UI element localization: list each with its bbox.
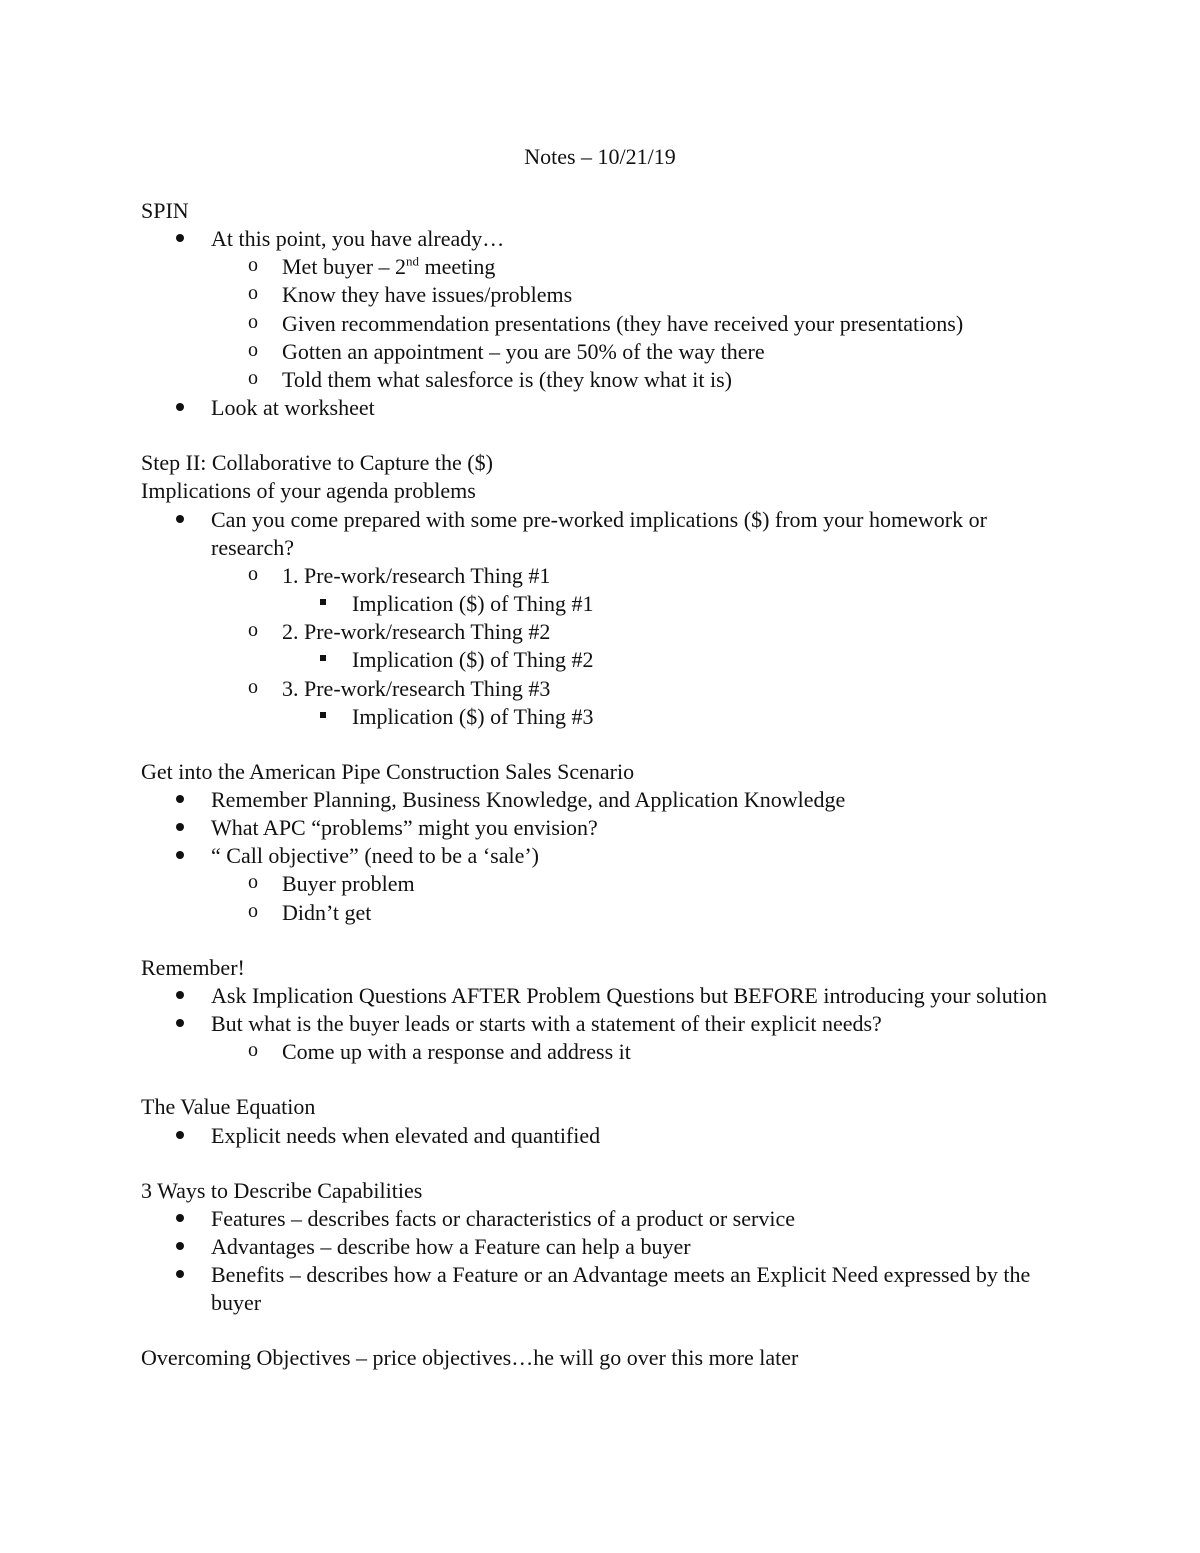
list-item: Remember Planning, Business Knowledge, and Application Knowledge: [141, 786, 1071, 814]
section-heading: Get into the American Pipe Construction Sales Scenario: [141, 758, 635, 784]
bullet-list: [141, 225, 1071, 422]
list-item: o Given recommendation presentations (they have received your presentations): [141, 310, 1071, 338]
list-item: “ Call objective” (need to be a ‘sale’): [141, 842, 1071, 870]
list-item: o Buyer problem: [141, 870, 1071, 898]
list-item: o Didn’t get: [141, 899, 1071, 927]
list-item: Implication ($) of Thing #3: [141, 703, 1071, 731]
list-item: o 1. Pre-work/research Thing #1: [141, 562, 1071, 590]
list-item: Ask Implication Questions AFTER Problem Questions but BEFORE introducing your solution: [141, 982, 1071, 1010]
section-heading: 3 Ways to Describe Capabilities: [141, 1177, 423, 1203]
bullet-list: [141, 506, 1071, 731]
list-item: o Told them what salesforce is (they know what it is): [141, 366, 1071, 394]
section-remember: [141, 954, 1071, 1067]
section-overcoming: [141, 1344, 1071, 1372]
list-item: o Know they have issues/problems: [141, 281, 1071, 309]
superscript: nd: [406, 253, 420, 269]
section-text: Overcoming Objectives – price objectives…he will go over this more later: [141, 1345, 799, 1371]
list-item: Implication ($) of Thing #1: [141, 590, 1071, 618]
list-item: Benefits – describes how a Feature or an Advantage meets an Explicit Need expressed by the buyer: [141, 1261, 1071, 1317]
list-item: Explicit needs when elevated and quantified: [141, 1122, 1071, 1150]
list-item: o Come up with a response and address it: [141, 1038, 1071, 1066]
list-item: Advantages – describe how a Feature can help a buyer: [141, 1233, 1071, 1261]
list-item: But what is the buyer leads or starts with a statement of their explicit needs?: [141, 1010, 1071, 1038]
section-heading: Remember!: [141, 954, 245, 980]
list-item: o 3. Pre-work/research Thing #3: [141, 675, 1071, 703]
list-item: o Gotten an appointment – you are 50% of the way there: [141, 338, 1071, 366]
list-item-met-buyer: [141, 253, 1071, 281]
list-item: Features – describes facts or characteristics of a product or service: [141, 1205, 1071, 1233]
list-item: Look at worksheet: [141, 394, 1071, 422]
bullet-list: [141, 1122, 1071, 1150]
section-step-two: [141, 449, 1071, 731]
list-item: Can you come prepared with some pre-worked implications ($) from your homework or research?: [141, 506, 1071, 562]
list-item: o 2. Pre-work/research Thing #2: [141, 618, 1071, 646]
list-item-text: meeting: [419, 254, 496, 280]
section-apc: [141, 758, 1071, 927]
section-heading: Step II: Collaborative to Capture the ($): [141, 450, 493, 476]
section-spin: [141, 197, 1071, 422]
section-capabilities: [141, 1177, 1071, 1318]
bullet-list: [141, 786, 1071, 927]
list-item-text: Met buyer – 2: [282, 254, 407, 280]
section-subheading: Implications of your agenda problems: [141, 478, 476, 504]
section-heading: The Value Equation: [141, 1094, 316, 1120]
list-item: What APC “problems” might you envision?: [141, 814, 1071, 842]
document-body: [141, 197, 1071, 1400]
section-heading: SPIN: [141, 198, 189, 223]
list-item: Implication ($) of Thing #2: [141, 646, 1071, 674]
page-title: Notes – 10/21/19: [524, 144, 676, 169]
section-value-equation: [141, 1093, 1071, 1149]
bullet-list: [141, 1205, 1071, 1318]
list-item: At this point, you have already…: [141, 225, 1071, 253]
bullet-list: [141, 982, 1071, 1066]
